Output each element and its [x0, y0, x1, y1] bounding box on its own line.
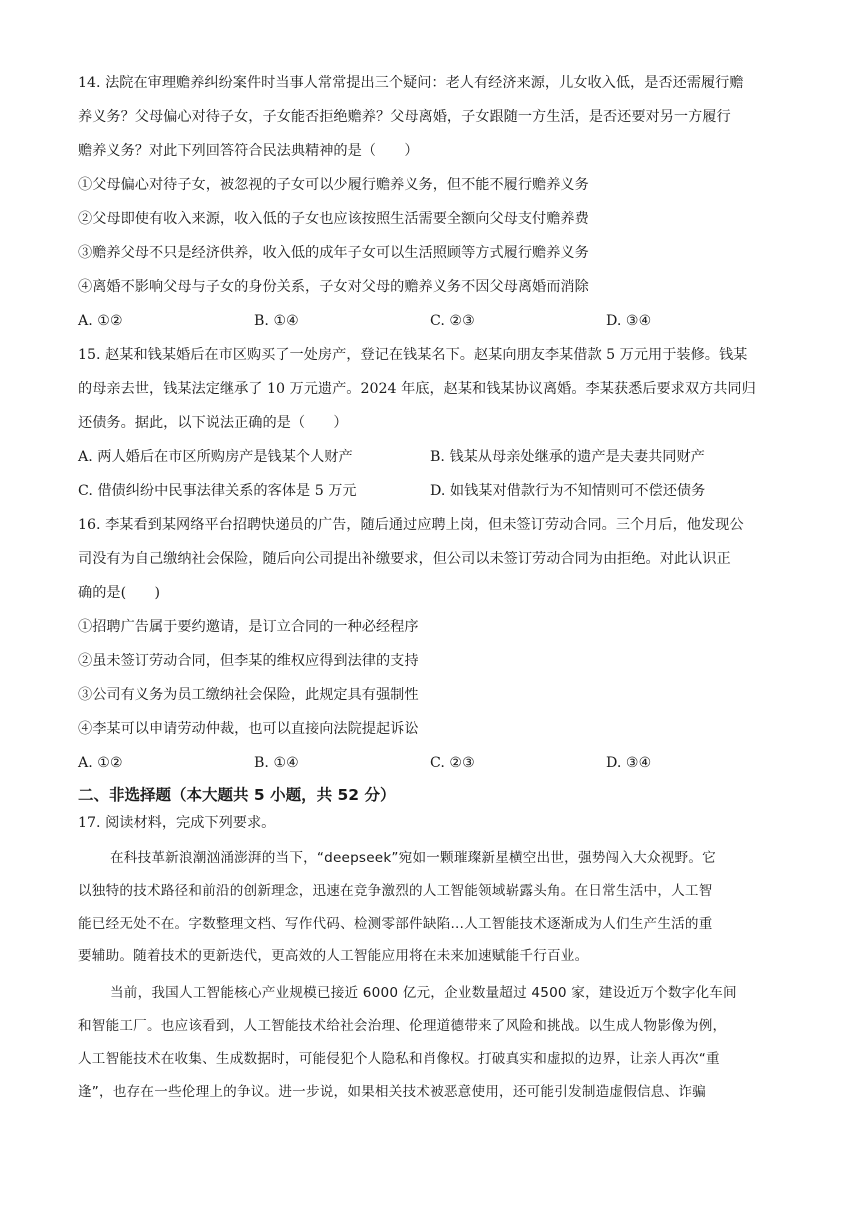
q16-option-a: A. ①②	[78, 755, 123, 771]
q14-statement-1: ①父母偏心对待子女，被忽视的子女可以少履行赡养义务，但不能不履行赡养义务	[78, 177, 589, 193]
q15-option-b: B. 钱某从母亲处继承的遗产是夫妻共同财产	[430, 449, 705, 465]
q17-material-p2-line-3: 人工智能技术在收集、生成数据时，可能侵犯个人隐私和肖像权。打破真实和虚拟的边界，让亲人再次“重	[78, 1051, 720, 1067]
q17-material-p2-line-4: 逢”，也存在一些伦理上的争议。进一步说，如果相关技术被恶意使用，还可能引发制造虚假信息、诈骗	[78, 1084, 706, 1100]
q16-statement-1: ①招聘广告属于要约邀请，是订立合同的一种必经程序	[78, 619, 419, 635]
q16-option-b: B. ①④	[254, 755, 299, 771]
q17-material-p1-line-4: 要辅助。随着技术的更新迭代，更高效的人工智能应用将在未来加速赋能千行百业。	[78, 948, 589, 964]
q17-material-p1-line-3: 能已经无处不在。字数整理文档、写作代码、检测零部件缺陷…人工智能技术逐渐成为人们生产生活的重	[78, 916, 713, 932]
q14-stem-line-1: 14. 法院在审理赡养纠纷案件时当事人常常提出三个疑问：老人有经济来源，儿女收入低，是否还需履行赡	[78, 75, 744, 91]
q17-intro: 17. 阅读材料，完成下列要求。	[78, 815, 276, 831]
q15-option-d: D. 如钱某对借款行为不知情则可不偿还债务	[430, 483, 706, 499]
q14-statement-3: ③赡养父母不只是经济供养，收入低的成年子女可以生活照顾等方式履行赡养义务	[78, 245, 589, 261]
q14-option-a: A. ①②	[78, 313, 123, 329]
q16-stem-line-1: 16. 李某看到某网络平台招聘快递员的广告，随后通过应聘上岗，但未签订劳动合同。三个月后，他发现公	[78, 517, 744, 533]
q17-material-p2-line-2: 和智能工厂。也应该看到，人工智能技术给社会治理、伦理道德带来了风险和挑战。以生成人物影像为例，	[78, 1018, 727, 1034]
q17-material-p1-line-2: 以独特的技术路径和前沿的创新理念，迅速在竞争激烈的人工智能领域崭露头角。在日常生活中，人工智	[78, 883, 713, 899]
q14-option-d: D. ③④	[606, 313, 652, 329]
q17-material-p1-line-1: 在科技革新浪潮汹涌澎湃的当下，“deepseek”宛如一颗璀璨新星横空出世，强势闯入大众视野。它	[110, 850, 716, 866]
q16-statement-4: ④李某可以申请劳动仲裁，也可以直接向法院提起诉讼	[78, 721, 419, 737]
q14-statement-2: ②父母即使有收入来源，收入低的子女也应该按照生活需要全额向父母支付赡养费	[78, 211, 589, 227]
q14-option-c: C. ②③	[430, 313, 475, 329]
q16-option-c: C. ②③	[430, 755, 475, 771]
q14-stem-line-2: 养义务？父母偏心对待子女，子女能否拒绝赡养？父母离婚，子女跟随一方生活，是否还要对另一方履行	[78, 109, 731, 125]
q15-stem-line-2: 的母亲去世，钱某法定继承了 10 万元遗产。2024 年底，赵某和钱某协议离婚。李某获悉后要求双方共同归	[78, 381, 756, 397]
q16-statement-2: ②虽未签订劳动合同，但李某的维权应得到法律的支持	[78, 653, 419, 669]
q15-option-c: C. 借债纠纷中民事法律关系的客体是 5 万元	[78, 483, 357, 499]
q15-stem-line-3: 还债务。据此，以下说法正确的是（ ）	[78, 415, 348, 431]
section-heading: 二、非选择题（本大题共 5 小题，共 52 分）	[78, 786, 396, 804]
q16-stem-line-3: 确的是( )	[78, 585, 161, 601]
q16-statement-3: ③公司有义务为员工缴纳社会保险，此规定具有强制性	[78, 687, 419, 703]
q16-stem-line-2: 司没有为自己缴纳社会保险，随后向公司提出补缴要求，但公司以未签订劳动合同为由拒绝。对此认识正	[78, 551, 731, 567]
q14-option-b: B. ①④	[254, 313, 299, 329]
q14-statement-4: ④离婚不影响父母与子女的身份关系，子女对父母的赡养义务不因父母离婚而消除	[78, 279, 589, 295]
q17-material-p2-line-1: 当前，我国人工智能核心产业规模已接近 6000 亿元，企业数量超过 4500 家，建设近万个数字化车间	[110, 985, 737, 1001]
q15-stem-line-1: 15. 赵某和钱某婚后在市区购买了一处房产，登记在钱某名下。赵某向朋友李某借款 5 万元用于装修。钱某	[78, 347, 748, 363]
q14-stem-line-3: 赡养义务？对此下列回答符合民法典精神的是（ ）	[78, 143, 419, 159]
q15-option-a: A. 两人婚后在市区所购房产是钱某个人财产	[78, 449, 353, 465]
q16-option-d: D. ③④	[606, 755, 652, 771]
